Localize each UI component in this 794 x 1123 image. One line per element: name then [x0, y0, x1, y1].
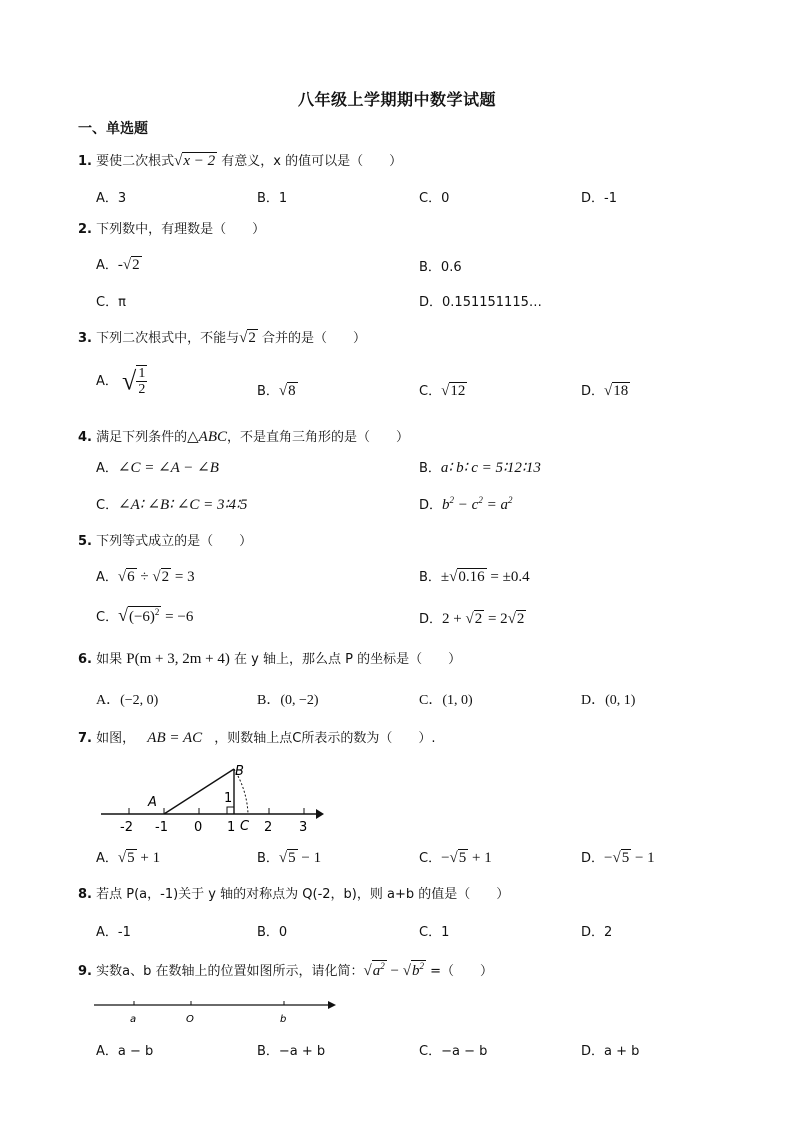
q3-option-b[interactable]: B．√8 — [257, 383, 296, 399]
q3-option-a[interactable]: A． √ $\frac{1}{2}$ — [96, 366, 146, 398]
question-9: 9. 实数a、b 在数轴上的位置如图所示，请化简：$√a^2 - √b^2$ =（ ） — [78, 961, 493, 979]
q2-option-c[interactable]: C．π — [96, 295, 126, 310]
tick-label: 3 — [299, 820, 308, 835]
q5-option-d[interactable]: D．2 + √2 = 2√2 — [419, 611, 525, 627]
q5-option-a[interactable]: A．√6 ÷ √2 = 3 — [96, 569, 195, 585]
question-5: 5. 下列等式成立的是（ ） — [78, 534, 253, 549]
q6-option-a[interactable]: A．(−2, 0) — [96, 693, 159, 708]
q1-option-c[interactable]: C．0 — [419, 191, 450, 206]
q5-option-c[interactable]: C．$√(-6)^2 = -6$ — [96, 605, 194, 625]
question-6: 6. 如果 P(m + 3, 2m + 4) 在 y 轴上，那么点 P 的坐标是（ ） — [78, 651, 462, 667]
tick-label: -1 — [155, 820, 168, 835]
question-8: 8. 若点 P(a，-1)关于 y 轴的对称点为 Q(-2，b)，则 a+b 的值是（ ） — [78, 887, 510, 902]
label-a: A — [148, 795, 157, 810]
q9-option-a[interactable]: A．a − b — [96, 1044, 154, 1059]
q8-option-b[interactable]: B．0 — [257, 925, 288, 940]
label-b: b — [280, 1014, 287, 1025]
q5-option-b[interactable]: B．±√0.16 = ±0.4 — [419, 569, 530, 585]
tick-label: 0 — [194, 820, 203, 835]
q2-option-d[interactable]: D．0.151151115… — [419, 295, 542, 310]
tick-label: 2 — [264, 820, 273, 835]
tick-label: 1 — [227, 820, 236, 835]
q4-option-d[interactable]: D．$b^2 - c^2 = a^2$ — [419, 495, 513, 513]
q1-option-b[interactable]: B．1 — [257, 191, 288, 206]
q4-option-c[interactable]: C．∠A∶ ∠B∶ ∠C = 3∶4∶5 — [96, 497, 248, 513]
q4-option-a[interactable]: A．∠C = ∠A − ∠B — [96, 460, 219, 476]
q8-option-d[interactable]: D．2 — [581, 925, 613, 940]
q7-option-d[interactable]: D．−√5 − 1 — [581, 850, 655, 866]
q3-option-c[interactable]: C．√12 — [419, 383, 466, 399]
q9-option-d[interactable]: D．a + b — [581, 1044, 640, 1059]
q9-option-c[interactable]: C．−a − b — [419, 1044, 488, 1059]
label-o: O — [186, 1014, 194, 1025]
q9-option-b[interactable]: B．−a + b — [257, 1044, 326, 1059]
question-4: 4. 满足下列条件的△ABC，不是直角三角形的是（ ） — [78, 429, 410, 445]
q2-option-b[interactable]: B．0.6 — [419, 260, 462, 275]
q7-option-a[interactable]: A．√5 + 1 — [96, 850, 161, 866]
q7-option-c[interactable]: C．−√5 + 1 — [419, 850, 492, 866]
label-a: a — [130, 1014, 137, 1025]
tick-label: -2 — [120, 820, 133, 835]
q4-option-b[interactable]: B．a∶ b∶ c = 5∶12∶13 — [419, 460, 541, 476]
q6-option-b[interactable]: B．(0, −2) — [257, 693, 319, 708]
q8-option-a[interactable]: A．-1 — [96, 925, 131, 940]
question-7: 7. 如图， AB = AC ，则数轴上点C所表示的数为（ ）. — [78, 730, 436, 746]
number-line-figure-9 — [94, 996, 339, 1026]
axis-arrow — [328, 1001, 336, 1009]
q1-option-a[interactable]: A．3 — [96, 191, 127, 206]
q1-option-d[interactable]: D．-1 — [581, 191, 617, 206]
number-line-figure-7 — [96, 758, 326, 836]
page-title: 八年级上学期期中数学试题 — [297, 90, 496, 109]
label-b: B — [235, 764, 244, 779]
question-1: 1. 要使二次根式√x − 2 有意义，x 的值可以是（ ） — [78, 153, 403, 169]
label-c: C — [240, 819, 250, 834]
axis-arrow — [316, 809, 324, 819]
q3-option-d[interactable]: D．√18 — [581, 383, 629, 399]
q7-option-b[interactable]: B．√5 − 1 — [257, 850, 322, 866]
label-1: 1 — [224, 791, 233, 806]
question-2: 2. 下列数中，有理数是（ ） — [78, 222, 266, 237]
q6-option-c[interactable]: C．(1, 0) — [419, 693, 473, 708]
section-heading: 一、单选题 — [78, 121, 148, 137]
q2-option-a[interactable]: A．-√2 — [96, 257, 140, 273]
question-3: 3. 下列二次根式中，不能与√2 合并的是（ ） — [78, 330, 367, 346]
q6-option-d[interactable]: D．(0, 1) — [581, 693, 636, 708]
q8-option-c[interactable]: C．1 — [419, 925, 450, 940]
right-angle-mark — [227, 807, 234, 814]
